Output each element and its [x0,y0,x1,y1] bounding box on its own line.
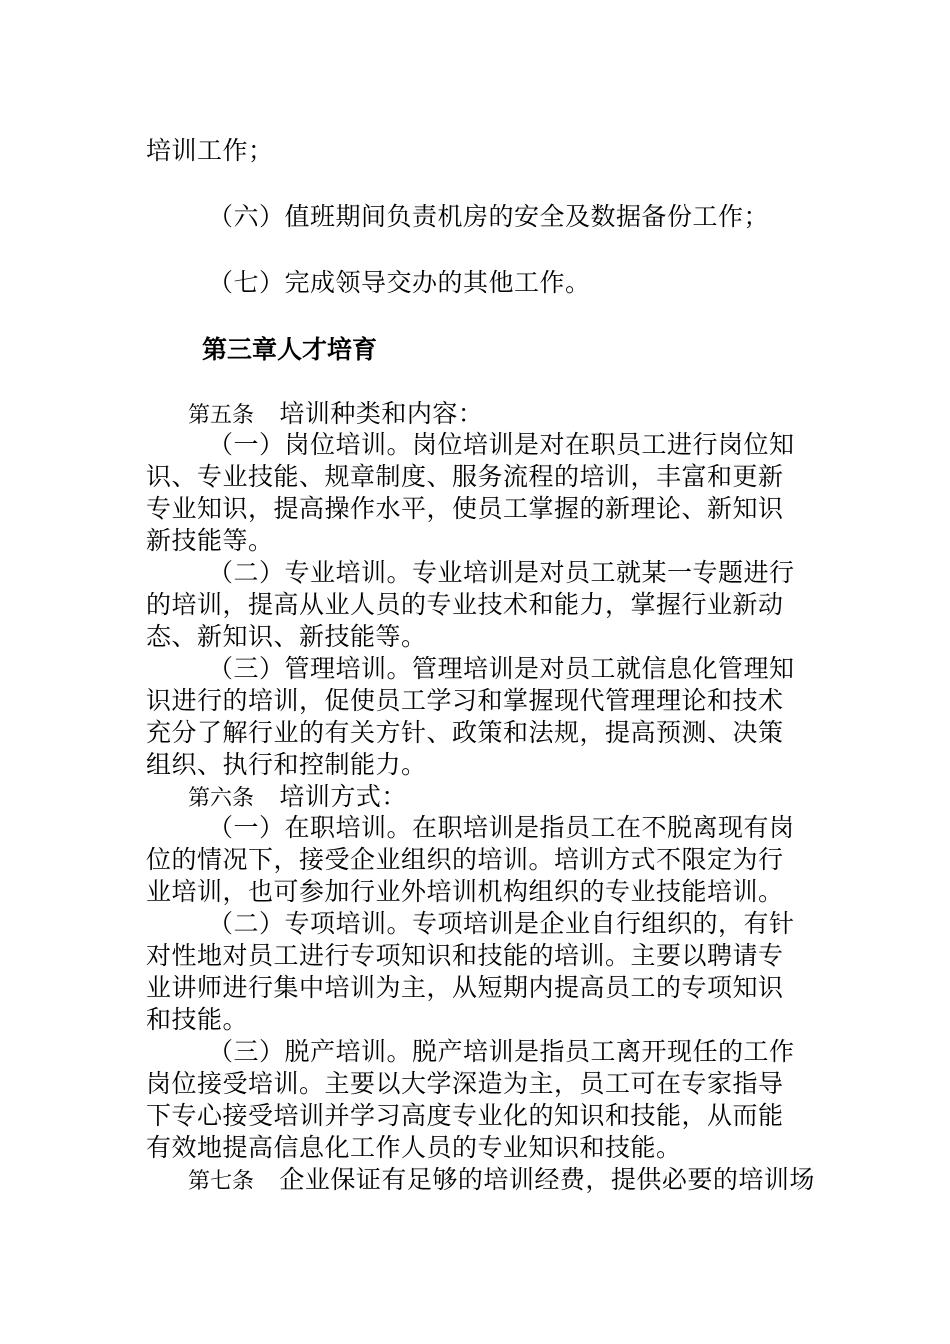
paragraph-line: 对性地对员工进行专项知识和技能的培训。主要以聘请专 [146,941,784,970]
paragraph-line: 业培训，也可参加行业外培训机构组织的专业技能培训。 [146,877,784,906]
paragraph-line: 识、专业技能、规章制度、服务流程的培训，丰富和更新 [146,462,784,491]
article-7-header [188,1164,815,1198]
paragraph-line: （二）专项培训。专项培训是企业自行组织的，有针 [208,909,795,938]
paragraph-line: （一）岗位培训。岗位培训是对在职员工进行岗位知 [208,430,795,459]
paragraph-line: 的培训，提高从业人员的专业技术和能力，掌握行业新动 [146,590,784,619]
text-line: 培训工作； [146,136,274,165]
paragraph-line: 下专心接受培训并学习高度专业化的知识和技能，从而能 [146,1101,784,1130]
paragraph-line: 业讲师进行集中培训为主，从短期内提高员工的专项知识 [146,973,784,1002]
article-title: 培训种类和内容： [279,399,484,428]
list-item-7: （七）完成领导交办的其他工作。 [208,268,591,297]
paragraph-line: 位的情况下，接受企业组织的培训。培训方式不限定为行 [146,845,784,874]
paragraph-line: 充分了解行业的有关方针、政策和法规，提高预测、决策 [146,718,784,747]
list-item-6: （六）值班期间负责机房的安全及数据备份工作； [208,202,770,231]
chapter-heading: 第三章人才培育 [202,335,378,364]
paragraph-line: 有效地提高信息化工作人员的专业知识和技能。 [146,1133,682,1162]
paragraph-line: 态、新知识、新技能等。 [146,622,427,651]
article-5-header [188,398,483,432]
paragraph-line: 识进行的培训，促使员工学习和掌握现代管理理论和技术 [146,686,784,715]
paragraph-line: 岗位接受培训。主要以大学深造为主，员工可在专家指导 [146,1069,784,1098]
article-label: 第七条 [188,1169,255,1194]
paragraph-line: （二）专业培训。专业培训是对员工就某一专题进行 [208,558,795,587]
paragraph-line: （一）在职培训。在职培训是指员工在不脱离现有岗 [208,813,795,842]
article-title: 培训方式： [279,782,407,811]
article-6-header [188,781,407,815]
paragraph-line: （三）管理培训。管理培训是对员工就信息化管理知 [208,654,795,683]
paragraph-line: 新技能等。 [146,526,274,555]
article-label: 第五条 [188,403,255,428]
paragraph-line: 专业知识，提高操作水平，使员工掌握的新理论、新知识 [146,494,784,523]
paragraph-line: 和技能。 [146,1005,249,1034]
article-text: 企业保证有足够的培训经费，提供必要的培训场 [279,1165,815,1194]
paragraph-line: 组织、执行和控制能力。 [146,750,427,779]
paragraph-line: （三）脱产培训。脱产培训是指员工离开现任的工作 [208,1037,795,1066]
article-label: 第六条 [188,786,255,811]
